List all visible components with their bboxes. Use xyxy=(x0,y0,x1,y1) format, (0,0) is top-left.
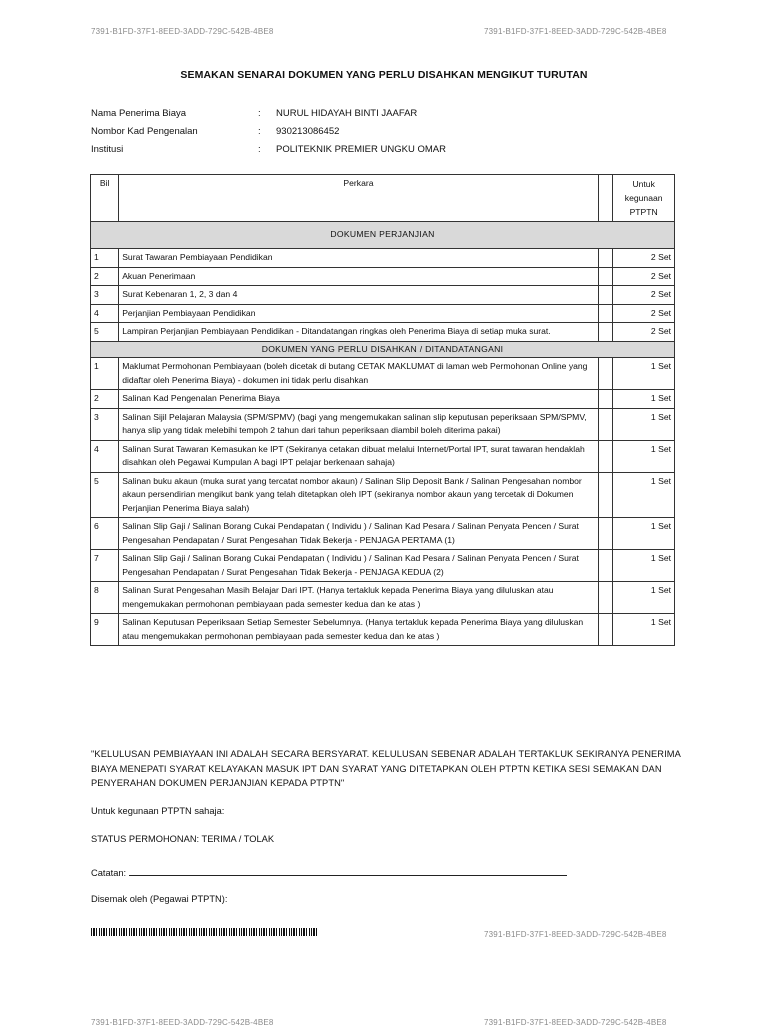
table-row xyxy=(91,518,675,550)
info-label: Nombor Kad Pengenalan xyxy=(91,125,198,137)
document-id-top-left: 7391-B1FD-37F1-8EED-3ADD-729C-542B-4BE8 xyxy=(91,27,274,36)
barcode xyxy=(91,928,317,936)
recipient-info xyxy=(91,104,446,158)
row-blank xyxy=(598,614,613,646)
row-blank xyxy=(598,358,613,390)
row-bil: 7 xyxy=(91,550,119,582)
row-blank xyxy=(598,518,613,550)
info-row-institution xyxy=(91,140,446,158)
application-status: STATUS PERMOHONAN: TERIMA / TOLAK xyxy=(91,834,275,844)
info-colon: : xyxy=(258,143,261,155)
document-id-next-page-left: 7391-B1FD-37F1-8EED-3ADD-729C-542B-4BE8 xyxy=(91,1018,274,1027)
info-row-ic xyxy=(91,122,446,140)
row-bil: 3 xyxy=(91,408,119,440)
row-quantity: 1 Set xyxy=(613,582,675,614)
section-title: DOKUMEN PERJANJIAN xyxy=(91,222,675,249)
row-quantity: 2 Set xyxy=(613,267,675,286)
row-quantity: 2 Set xyxy=(613,323,675,342)
info-colon: : xyxy=(258,125,261,137)
row-bil: 2 xyxy=(91,390,119,409)
info-label: Institusi xyxy=(91,143,124,155)
row-bil: 1 xyxy=(91,358,119,390)
table-row xyxy=(91,267,675,286)
row-quantity: 1 Set xyxy=(613,518,675,550)
row-bil: 9 xyxy=(91,614,119,646)
row-perkara: Salinan Surat Tawaran Kemasukan ke IPT (Sekiranya cetakan dibuat melalui Internet/Portal IPT, surat tawaran hendaklah disahkan oleh Pegawai Kumpulan A bagi IPT pelajar berkenaan sahaja) xyxy=(119,440,599,472)
row-blank xyxy=(598,304,613,323)
table-row xyxy=(91,614,675,646)
row-quantity: 1 Set xyxy=(613,440,675,472)
row-bil: 5 xyxy=(91,472,119,518)
row-quantity: 1 Set xyxy=(613,358,675,390)
row-blank xyxy=(598,440,613,472)
table-row xyxy=(91,249,675,268)
info-label: Nama Penerima Biaya xyxy=(91,107,187,119)
header-blank xyxy=(598,175,613,222)
row-quantity: 1 Set xyxy=(613,550,675,582)
table-row xyxy=(91,408,675,440)
row-bil: 2 xyxy=(91,267,119,286)
row-perkara: Perjanjian Pembiayaan Pendidikan xyxy=(119,304,599,323)
page-title: SEMAKAN SENARAI DOKUMEN YANG PERLU DISAHKAN MENGIKUT TURUTAN xyxy=(180,69,588,81)
info-value: 930213086452 xyxy=(276,125,340,137)
row-blank xyxy=(598,582,613,614)
table-row xyxy=(91,304,675,323)
row-perkara: Akuan Penerimaan xyxy=(119,267,599,286)
row-quantity: 1 Set xyxy=(613,614,675,646)
section-title: DOKUMEN YANG PERLU DISAHKAN / DITANDATANGANI xyxy=(91,341,675,358)
header-untuk-kegunaan: Untuk kegunaan PTPTN xyxy=(613,175,675,222)
row-blank xyxy=(598,390,613,409)
row-perkara: Salinan Slip Gaji / Salinan Borang Cukai Pendapatan ( Individu ) / Salinan Kad Pesara / Salinan Penyata Pencen / Surat Pengesahan Pendapatan / Surat Pengesahan Tidak Bekerja - PENJAGA KEDUA (2) xyxy=(119,550,599,582)
row-perkara: Salinan buku akaun (muka surat yang tercatat nombor akaun) / Salinan Slip Deposit Bank / Salinan Pengesahan nombor akaun persendirian mengikut bank yang telah ditetapkan oleh IPT (sekiranya nombor akaun yang tercetak di Dokumen Perjanjian Penerima Biaya salah) xyxy=(119,472,599,518)
section-header-disahkan xyxy=(91,341,675,358)
row-bil: 4 xyxy=(91,440,119,472)
table-row xyxy=(91,358,675,390)
table-row xyxy=(91,323,675,342)
row-quantity: 1 Set xyxy=(613,472,675,518)
row-blank xyxy=(598,550,613,582)
info-value: NURUL HIDAYAH BINTI JAAFAR xyxy=(276,107,418,119)
disemak-label: Disemak oleh (Pegawai PTPTN): xyxy=(91,894,228,904)
row-blank xyxy=(598,472,613,518)
section-header-perjanjian xyxy=(91,222,675,249)
table-row xyxy=(91,582,675,614)
header-bil: Bil xyxy=(91,175,119,222)
row-perkara: Salinan Kad Pengenalan Penerima Biaya xyxy=(119,390,599,409)
row-blank xyxy=(598,267,613,286)
row-perkara: Surat Tawaran Pembiayaan Pendidikan xyxy=(119,249,599,268)
catatan-row xyxy=(91,866,567,878)
row-blank xyxy=(598,249,613,268)
table-row xyxy=(91,390,675,409)
info-colon: : xyxy=(258,107,261,119)
row-quantity: 1 Set xyxy=(613,390,675,409)
row-perkara: Lampiran Perjanjian Pembiayaan Pendidikan - Ditandatangan ringkas oleh Penerima Biaya di setiap muka surat. xyxy=(119,323,599,342)
row-bil: 4 xyxy=(91,304,119,323)
row-perkara: Salinan Sijil Pelajaran Malaysia (SPM/SPMV) (bagi yang mengemukakan salinan slip keputusan peperiksaan SPM/SPMV, hanya slip yang tidak melebihi tempoh 2 tahun dari tahun peperiksaan diambil boleh diterima pakai) xyxy=(119,408,599,440)
row-blank xyxy=(598,408,613,440)
document-id-bottom-right: 7391-B1FD-37F1-8EED-3ADD-729C-542B-4BE8 xyxy=(484,930,667,939)
row-quantity: 1 Set xyxy=(613,408,675,440)
row-bil: 8 xyxy=(91,582,119,614)
info-row-name xyxy=(91,104,446,122)
row-bil: 6 xyxy=(91,518,119,550)
row-perkara: Salinan Surat Pengesahan Masih Belajar Dari IPT. (Hanya tertakluk kepada Penerima Biaya yang diluluskan atau mengemukakan permohonan pembiayaan pada semester kedua dan ke atas ) xyxy=(119,582,599,614)
document-checklist-table xyxy=(90,174,675,646)
document-id-next-page-right: 7391-B1FD-37F1-8EED-3ADD-729C-542B-4BE8 xyxy=(484,1018,667,1027)
row-perkara: Surat Kebenaran 1, 2, 3 dan 4 xyxy=(119,286,599,305)
table-row xyxy=(91,550,675,582)
info-value: POLITEKNIK PREMIER UNGKU OMAR xyxy=(276,143,446,155)
row-perkara: Salinan Keputusan Peperiksaan Setiap Semester Sebelumnya. (Hanya tertakluk kepada Penerima Biaya yang diluluskan atau mengemukakan permohonan pembiayaan pada semester kedua dan ke atas ) xyxy=(119,614,599,646)
row-bil: 3 xyxy=(91,286,119,305)
row-quantity: 2 Set xyxy=(613,249,675,268)
row-perkara: Salinan Slip Gaji / Salinan Borang Cukai Pendapatan ( Individu ) / Salinan Kad Pesara / Salinan Penyata Pencen / Surat Pengesahan Pendapatan / Surat Pengesahan Tidak Bekerja - PENJAGA PERTAMA (1) xyxy=(119,518,599,550)
row-quantity: 2 Set xyxy=(613,286,675,305)
document-id-top-right: 7391-B1FD-37F1-8EED-3ADD-729C-542B-4BE8 xyxy=(484,27,667,36)
table-row xyxy=(91,286,675,305)
catatan-label: Catatan: xyxy=(91,868,127,878)
row-blank xyxy=(598,286,613,305)
conditional-approval-note: "KELULUSAN PEMBIAYAAN INI ADALAH SECARA BERSYARAT. KELULUSAN SEBENAR ADALAH TERTAKLUK SEKIRANYA PENERIMA BIAYA MENEPATI SYARAT KELAYAKAN MASUK IPT DAN SYARAT YANG DITETAPKAN OLEH PTPTN KETIKA SESI SEMAKAN DAN PENYERAHAN DOKUMEN PERJANJIAN KEPADA PTPTN" xyxy=(91,749,681,788)
table-row xyxy=(91,440,675,472)
table-header-row xyxy=(91,175,675,222)
catatan-line[interactable] xyxy=(129,866,567,876)
header-perkara: Perkara xyxy=(119,175,599,222)
row-perkara: Maklumat Permohonan Pembiayaan (boleh dicetak di butang CETAK MAKLUMAT di laman web Permohonan Online yang didaftar oleh Penerima Biaya) - dokumen ini tidak perlu disahkan xyxy=(119,358,599,390)
row-blank xyxy=(598,323,613,342)
row-bil: 1 xyxy=(91,249,119,268)
row-quantity: 2 Set xyxy=(613,304,675,323)
row-bil: 5 xyxy=(91,323,119,342)
table-row xyxy=(91,472,675,518)
ptptn-use-label: Untuk kegunaan PTPTN sahaja: xyxy=(91,806,225,816)
